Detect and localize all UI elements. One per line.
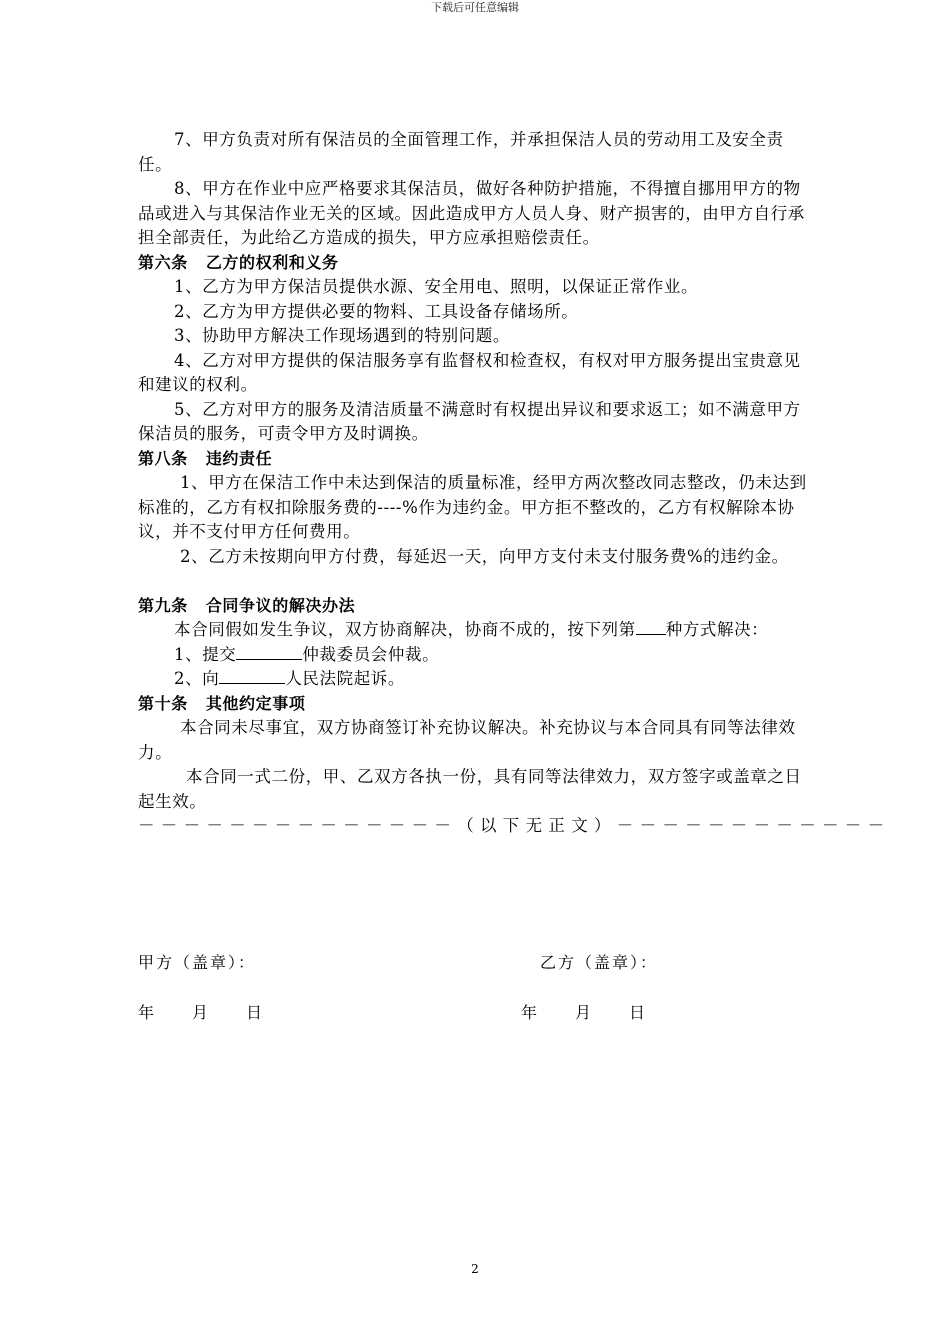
article-9-option-2: 2、向 人民法院起诉。 xyxy=(174,669,406,688)
article-6-item: 1、乙方为甲方保洁员提供水源、安全用电、照明，以保证正常作业。 xyxy=(174,277,699,296)
article-8-heading xyxy=(138,447,814,472)
article-9-option-1: 1、提交 仲裁委员会仲裁。 xyxy=(174,644,440,664)
article-6-item: 2、乙方为甲方提供必要的物料、工具设备存储场所。 xyxy=(174,301,579,321)
article-title: 乙方的权利和义务 xyxy=(205,252,339,272)
clause-7: 7、甲方负责对所有保洁员的全面管理工作，并承担保洁人员的劳动用工及安全责任。 xyxy=(138,130,784,174)
end-of-text-line: －－－－－－－－－－－－－－（以下无正文）－－－－－－－－－－－－ xyxy=(138,816,891,835)
article-6-item: 4、乙方对甲方提供的保洁服务享有监督权和检查权，有权对甲方服务提出宝贵意见和建议的权利。 xyxy=(138,350,801,394)
blank-underline xyxy=(236,644,302,660)
blank-underline xyxy=(219,668,285,684)
article-title: 合同争议的解决办法 xyxy=(205,595,356,615)
article-9-intro: 本合同假如发生争议，双方协商解决，协商不成的，按下列第 种方式解决： xyxy=(174,620,769,639)
clause-8: 8、甲方在作业中应严格要求其保洁员，做好各种防护措施，不得擅自挪用甲方的物品或进入与其保洁作业无关的区域。因此造成甲方人员人身、财产损害的，由甲方自行承担全部责任，为此给乙方造成的损失，甲方应承担赔偿责任。 xyxy=(138,179,805,247)
article-number: 第六条 xyxy=(138,252,188,272)
document-body xyxy=(138,128,891,839)
article-number: 第十条 xyxy=(138,693,188,713)
article-number: 第九条 xyxy=(138,595,188,615)
article-8-item: 2、乙方未按期向甲方付费，每延迟一天，向甲方支付未支付服务费%的违约金。 xyxy=(180,546,789,566)
article-9-heading xyxy=(138,594,814,619)
party-a-date: 年 月 日 xyxy=(138,1003,265,1022)
blank-line xyxy=(138,569,814,594)
party-b-date: 年 月 日 xyxy=(521,1003,648,1022)
party-a-seal-label: 甲方（盖章）： xyxy=(138,953,257,972)
article-10-item: 本合同一式二份，甲、乙双方各执一份，具有同等法律效力，双方签字或盖章之日起生效。 xyxy=(138,767,802,811)
page-number: 2 xyxy=(471,1262,479,1276)
article-6-item: 3、协助甲方解决工作现场遇到的特别问题。 xyxy=(174,326,510,345)
article-6-item: 5、乙方对甲方的服务及清洁质量不满意时有权提出异议和要求返工；如不满意甲方保洁员的服务，可责令甲方及时调换。 xyxy=(138,399,801,443)
article-6-heading xyxy=(138,251,814,276)
article-title: 其他约定事项 xyxy=(205,693,306,713)
article-10-heading xyxy=(138,692,814,717)
blank-underline xyxy=(636,619,666,635)
article-number: 第八条 xyxy=(138,448,188,468)
page-header: 下载后可任意编辑 xyxy=(431,1,519,14)
party-b-seal-label: 乙方（盖章）： xyxy=(540,953,659,972)
article-title: 违约责任 xyxy=(205,448,273,468)
article-10-item: 本合同未尽事宜，双方协商签订补充协议解决。补充协议与本合同具有同等法律效力。 xyxy=(138,718,796,762)
article-8-item: 1、甲方在保洁工作中未达到保洁的质量标准，经甲方两次整改同志整改，仍未达到标准的，乙方有权扣除服务费的----%作为违约金。甲方拒不整改的，乙方有权解除本协议，并不支付甲方任何费用。 xyxy=(138,473,807,541)
